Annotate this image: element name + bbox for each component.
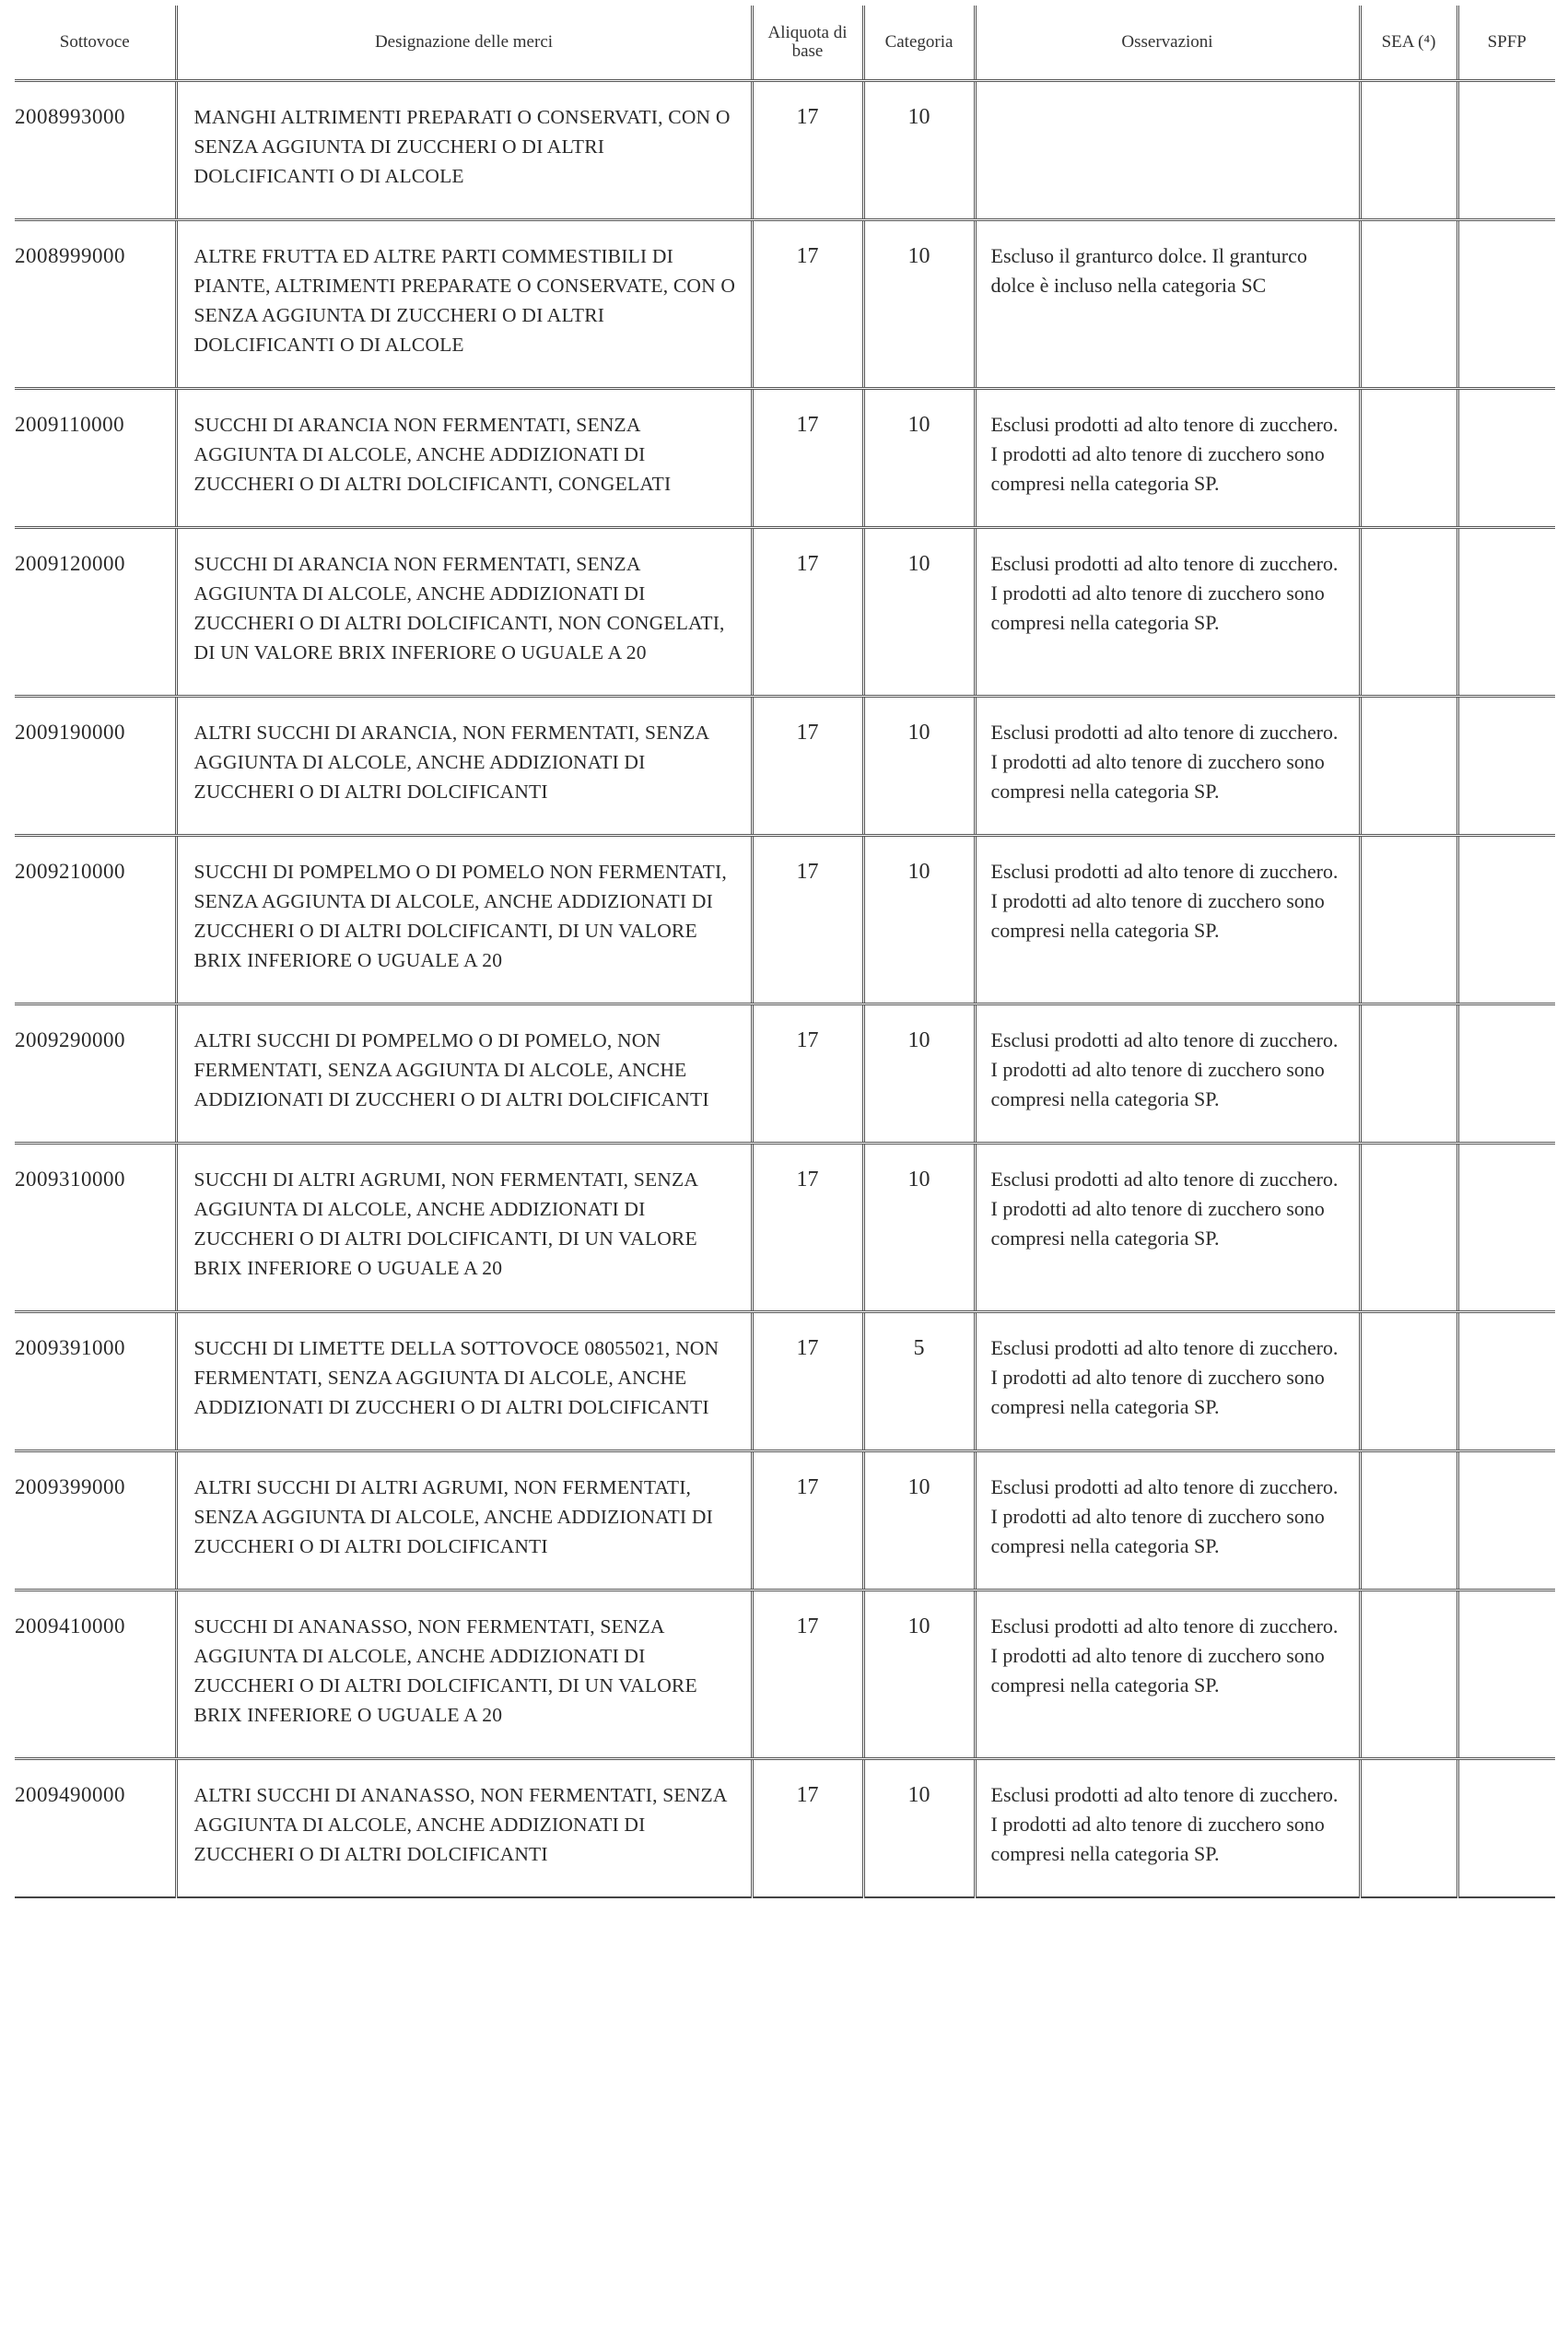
cell-category: 5 — [863, 1312, 975, 1451]
cell-code: 2009391000 — [15, 1312, 176, 1451]
cell-category: 10 — [863, 1144, 975, 1312]
header-remarks: Osservazioni — [975, 6, 1360, 81]
table-row — [15, 1144, 1555, 1312]
cell-remarks: Esclusi prodotti ad alto tenore di zucchero. I prodotti ad alto tenore di zucchero sono compresi nella categoria SP. — [975, 389, 1360, 528]
header-description: Designazione delle merci — [176, 6, 752, 81]
cell-description: ALTRI SUCCHI DI ALTRI AGRUMI, NON FERMENTATI, SENZA AGGIUNTA DI ALCOLE, ANCHE ADDIZIONATI DI ZUCCHERI O DI ALTRI DOLCIFICANTI — [176, 1451, 752, 1591]
cell-code: 2009190000 — [15, 697, 176, 836]
cell-code: 2009120000 — [15, 528, 176, 697]
header-spfp: SPFP — [1457, 6, 1555, 81]
cell-description: ALTRI SUCCHI DI ANANASSO, NON FERMENTATI, SENZA AGGIUNTA DI ALCOLE, ANCHE ADDIZIONATI DI ZUCCHERI O DI ALTRI DOLCIFICANTI — [176, 1759, 752, 1898]
cell-category: 10 — [863, 1004, 975, 1144]
cell-code: 2009310000 — [15, 1144, 176, 1312]
cell-remarks: Esclusi prodotti ad alto tenore di zucchero. I prodotti ad alto tenore di zucchero sono compresi nella categoria SP. — [975, 1759, 1360, 1898]
cell-base-rate: 17 — [752, 1759, 863, 1898]
cell-remarks: Esclusi prodotti ad alto tenore di zucchero. I prodotti ad alto tenore di zucchero sono compresi nella categoria SP. — [975, 1004, 1360, 1144]
cell-description: SUCCHI DI ALTRI AGRUMI, NON FERMENTATI, SENZA AGGIUNTA DI ALCOLE, ANCHE ADDIZIONATI DI ZUCCHERI O DI ALTRI DOLCIFICANTI, DI UN VALORE BRIX INFERIORE O UGUALE A 20 — [176, 1144, 752, 1312]
table-header — [15, 6, 1555, 81]
cell-base-rate: 17 — [752, 836, 863, 1004]
table-row — [15, 1759, 1555, 1898]
cell-sea — [1360, 528, 1457, 697]
cell-sea — [1360, 81, 1457, 220]
cell-category: 10 — [863, 1451, 975, 1591]
cell-code: 2009399000 — [15, 1451, 176, 1591]
header-base-rate: Aliquota di base — [752, 6, 863, 81]
header-sea: SEA (⁴) — [1360, 6, 1457, 81]
header-row — [15, 6, 1555, 81]
cell-spfp — [1457, 1144, 1555, 1312]
cell-category: 10 — [863, 389, 975, 528]
cell-code: 2008993000 — [15, 81, 176, 220]
cell-category: 10 — [863, 1591, 975, 1759]
header-category: Categoria — [863, 6, 975, 81]
cell-remarks: Esclusi prodotti ad alto tenore di zucchero. I prodotti ad alto tenore di zucchero sono compresi nella categoria SP. — [975, 1591, 1360, 1759]
cell-spfp — [1457, 1451, 1555, 1591]
table-row — [15, 220, 1555, 389]
cell-category: 10 — [863, 836, 975, 1004]
cell-sea — [1360, 697, 1457, 836]
tariff-table — [15, 6, 1555, 1898]
cell-base-rate: 17 — [752, 81, 863, 220]
cell-remarks: Esclusi prodotti ad alto tenore di zucchero. I prodotti ad alto tenore di zucchero sono compresi nella categoria SP. — [975, 1312, 1360, 1451]
cell-category: 10 — [863, 220, 975, 389]
cell-code: 2009490000 — [15, 1759, 176, 1898]
cell-sea — [1360, 1451, 1457, 1591]
cell-spfp — [1457, 389, 1555, 528]
table-row — [15, 528, 1555, 697]
cell-code: 2009290000 — [15, 1004, 176, 1144]
cell-remarks: Esclusi prodotti ad alto tenore di zucchero. I prodotti ad alto tenore di zucchero sono compresi nella categoria SP. — [975, 1144, 1360, 1312]
cell-description: SUCCHI DI ARANCIA NON FERMENTATI, SENZA AGGIUNTA DI ALCOLE, ANCHE ADDIZIONATI DI ZUCCHERI O DI ALTRI DOLCIFICANTI, CONGELATI — [176, 389, 752, 528]
table-row — [15, 1004, 1555, 1144]
cell-description: SUCCHI DI ANANASSO, NON FERMENTATI, SENZA AGGIUNTA DI ALCOLE, ANCHE ADDIZIONATI DI ZUCCHERI O DI ALTRI DOLCIFICANTI, DI UN VALORE BRIX INFERIORE O UGUALE A 20 — [176, 1591, 752, 1759]
cell-category: 10 — [863, 1759, 975, 1898]
cell-sea — [1360, 1591, 1457, 1759]
cell-description: MANGHI ALTRIMENTI PREPARATI O CONSERVATI, CON O SENZA AGGIUNTA DI ZUCCHERI O DI ALTRI DOLCIFICANTI O DI ALCOLE — [176, 81, 752, 220]
cell-category: 10 — [863, 697, 975, 836]
cell-base-rate: 17 — [752, 1004, 863, 1144]
cell-description: ALTRI SUCCHI DI ARANCIA, NON FERMENTATI, SENZA AGGIUNTA DI ALCOLE, ANCHE ADDIZIONATI DI ZUCCHERI O DI ALTRI DOLCIFICANTI — [176, 697, 752, 836]
header-code: Sottovoce — [15, 6, 176, 81]
table-body — [15, 81, 1555, 1898]
cell-base-rate: 17 — [752, 1144, 863, 1312]
cell-spfp — [1457, 528, 1555, 697]
cell-description: ALTRE FRUTTA ED ALTRE PARTI COMMESTIBILI DI PIANTE, ALTRIMENTI PREPARATE O CONSERVATE, CON O SENZA AGGIUNTA DI ZUCCHERI O DI ALTRI DOLCIFICANTI O DI ALCOLE — [176, 220, 752, 389]
cell-description: SUCCHI DI ARANCIA NON FERMENTATI, SENZA AGGIUNTA DI ALCOLE, ANCHE ADDIZIONATI DI ZUCCHERI O DI ALTRI DOLCIFICANTI, NON CONGELATI, DI UN VALORE BRIX INFERIORE O UGUALE A 20 — [176, 528, 752, 697]
table-row — [15, 1451, 1555, 1591]
cell-sea — [1360, 1004, 1457, 1144]
cell-description: SUCCHI DI POMPELMO O DI POMELO NON FERMENTATI, SENZA AGGIUNTA DI ALCOLE, ANCHE ADDIZIONATI DI ZUCCHERI O DI ALTRI DOLCIFICANTI, DI UN VALORE BRIX INFERIORE O UGUALE A 20 — [176, 836, 752, 1004]
cell-remarks: Esclusi prodotti ad alto tenore di zucchero. I prodotti ad alto tenore di zucchero sono compresi nella categoria SP. — [975, 528, 1360, 697]
cell-base-rate: 17 — [752, 220, 863, 389]
cell-remarks: Esclusi prodotti ad alto tenore di zucchero. I prodotti ad alto tenore di zucchero sono compresi nella categoria SP. — [975, 697, 1360, 836]
cell-description: ALTRI SUCCHI DI POMPELMO O DI POMELO, NON FERMENTATI, SENZA AGGIUNTA DI ALCOLE, ANCHE ADDIZIONATI DI ZUCCHERI O DI ALTRI DOLCIFICANTI — [176, 1004, 752, 1144]
table-row — [15, 1591, 1555, 1759]
cell-code: 2009210000 — [15, 836, 176, 1004]
cell-base-rate: 17 — [752, 697, 863, 836]
cell-category: 10 — [863, 81, 975, 220]
table-row — [15, 697, 1555, 836]
table-row — [15, 836, 1555, 1004]
cell-sea — [1360, 1312, 1457, 1451]
cell-sea — [1360, 220, 1457, 389]
cell-category: 10 — [863, 528, 975, 697]
cell-sea — [1360, 1759, 1457, 1898]
cell-sea — [1360, 1144, 1457, 1312]
table-row — [15, 1312, 1555, 1451]
cell-base-rate: 17 — [752, 389, 863, 528]
cell-remarks: Esclusi prodotti ad alto tenore di zucchero. I prodotti ad alto tenore di zucchero sono compresi nella categoria SP. — [975, 836, 1360, 1004]
cell-spfp — [1457, 220, 1555, 389]
cell-base-rate: 17 — [752, 1591, 863, 1759]
cell-remarks: Esclusi prodotti ad alto tenore di zucchero. I prodotti ad alto tenore di zucchero sono compresi nella categoria SP. — [975, 1451, 1360, 1591]
cell-spfp — [1457, 1004, 1555, 1144]
document-page — [15, 6, 1555, 1898]
table-row — [15, 389, 1555, 528]
cell-remarks — [975, 81, 1360, 220]
cell-spfp — [1457, 1759, 1555, 1898]
cell-code: 2009410000 — [15, 1591, 176, 1759]
cell-spfp — [1457, 836, 1555, 1004]
cell-spfp — [1457, 1312, 1555, 1451]
cell-sea — [1360, 389, 1457, 528]
cell-spfp — [1457, 697, 1555, 836]
cell-base-rate: 17 — [752, 1451, 863, 1591]
cell-sea — [1360, 836, 1457, 1004]
cell-code: 2009110000 — [15, 389, 176, 528]
cell-code: 2008999000 — [15, 220, 176, 389]
cell-description: SUCCHI DI LIMETTE DELLA SOTTOVOCE 08055021, NON FERMENTATI, SENZA AGGIUNTA DI ALCOLE, ANCHE ADDIZIONATI DI ZUCCHERI O DI ALTRI DOLCIFICANTI — [176, 1312, 752, 1451]
cell-remarks: Escluso il granturco dolce. Il granturco dolce è incluso nella categoria SC — [975, 220, 1360, 389]
cell-spfp — [1457, 81, 1555, 220]
table-row — [15, 81, 1555, 220]
cell-spfp — [1457, 1591, 1555, 1759]
cell-base-rate: 17 — [752, 1312, 863, 1451]
cell-base-rate: 17 — [752, 528, 863, 697]
